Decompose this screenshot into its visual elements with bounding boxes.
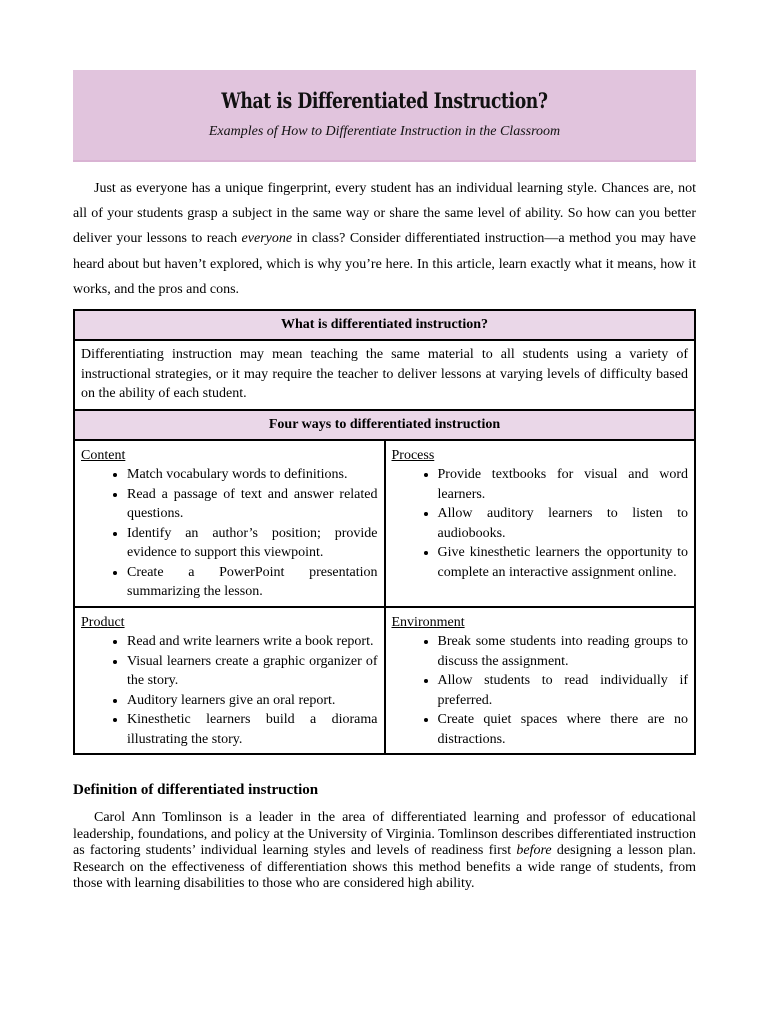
process-list [392,465,689,582]
list-item: • Give kinesthetic learners the opportunity to complete an interactive assignment online. [438,543,689,582]
list-item: • Allow students to read individually if preferred. [438,671,689,710]
table-heading-four-ways: Four ways to differentiated instruction [74,410,695,440]
list-item: • Break some students into reading groups to discuss the assignment. [438,632,689,671]
list-item: • Auditory learners give an oral report. [127,691,378,711]
list-item: • Create quiet spaces where there are no distractions. [438,710,689,749]
definition-text-2: designing a lesson plan. Research on the effectiveness of differentiation shows this method benefits a wide range of students, from those with learning disabilities to those who are considered high ability. [73,843,696,892]
product-cell [74,607,385,755]
content-cell [74,440,385,607]
definition-emphasis: before [516,843,552,859]
content-label: Content [81,447,126,463]
list-item: • Kinesthetic learners build a diorama illustrating the story. [127,710,378,749]
product-list [81,632,378,749]
list-item: • Read a passage of text and answer related questions. [127,485,378,524]
list-item: • Create a PowerPoint presentation summarizing the lesson. [127,563,378,602]
section-heading: Definition of differentiated instruction [73,782,319,798]
intro-text-1: Just as everyone has a unique fingerprint, every student has an individual learning style. Chances are, not all of your students grasp a subject in the same way or share the same level of ability. So how can you better deliver your lessons to reach [73,181,696,247]
environment-label: Environment [391,614,465,630]
process-label: Process [391,447,435,463]
intro-text-2: in class? Consider differentiated instruction—a method you may have heard about but haven’t explored, which is why you’re here. In this article, learn exactly what it means, how it works, and the pros and cons. [73,231,696,297]
environment-cell [385,607,696,755]
list-item: • Visual learners create a graphic organizer of the story. [127,652,378,691]
table-heading-what: What is differentiated instruction? [74,310,695,340]
definition-paragraph [73,810,696,893]
content-list [81,465,378,602]
definition-text-1: Carol Ann Tomlinson is a leader in the area of differentiated learning and professor of educational leadership, foundations, and policy at the University of Virginia. Tomlinson describes differentiated instruction as factoring students’ individual learning styles and levels of readiness first [73,810,696,859]
list-item: • Allow auditory learners to listen to audiobooks. [438,504,689,543]
intro-paragraph [73,176,696,302]
intro-emphasis: everyone [241,231,293,247]
page-subtitle: Examples of How to Differentiate Instruction in the Classroom [208,124,561,139]
environment-list [392,632,689,749]
process-cell [385,440,696,607]
page-title: What is Differentiated Instruction? [221,88,548,113]
list-item: • Identify an author’s position; provide evidence to support this viewpoint. [127,524,378,563]
definition-cell: Differentiating instruction may mean teaching the same material to all students using a variety of instructional strategies, or it may require the teacher to deliver lessons at varying levels of difficulty based on the ability of each student. [74,340,695,410]
differentiation-table [73,309,696,755]
list-item: • Read and write learners write a book report. [127,632,378,652]
title-banner [73,70,696,162]
list-item: • Match vocabulary words to definitions. [127,465,378,485]
product-label: Product [81,614,125,630]
list-item: • Provide textbooks for visual and word learners. [438,465,689,504]
